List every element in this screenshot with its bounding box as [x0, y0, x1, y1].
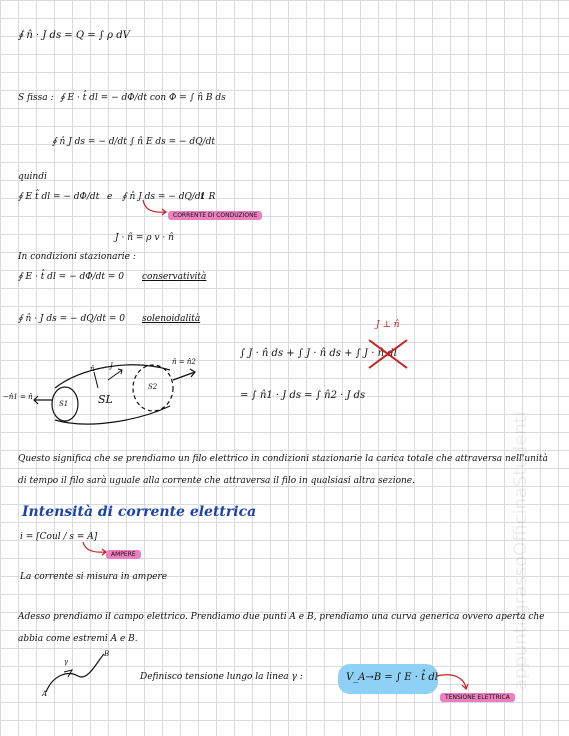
faraday-equation: ∮ E · t̂ dl = − dΦ/dt con Φ = ∫ n̂ B ds	[60, 93, 226, 103]
gauss-equation: ∮ n̂ · J ds = Q = ∫ ρ dV	[18, 30, 130, 41]
system-tag: 1 R	[200, 192, 216, 202]
stationary-intro: In condizioni stazionarie :	[18, 252, 136, 262]
tension-formula: V_A→B = ∫ E · t̂ dl	[346, 672, 438, 683]
quindi-label: quindi	[18, 172, 47, 182]
s1-label: S1	[59, 400, 69, 408]
n-top-label: n̂	[90, 365, 95, 373]
s2-label: S2	[148, 383, 158, 391]
point-a-label: A	[42, 690, 48, 698]
surface-sum-eq: ∫ J · n̂ ds + ∫ J · n̂ ds + ∫ J · n̂ dl	[240, 348, 397, 359]
gamma-label: γ	[64, 658, 69, 666]
stationary-eq-2: ∮ n̂ · J ds = − dQ/dt = 0	[18, 314, 125, 324]
current-density-eq: J · n̂ = ρ v · n̂	[115, 233, 174, 243]
conduction-badge: CORRENTE DI CONDUZIONE	[168, 211, 262, 220]
paragraph-stationary: Questo significa che se prendiamo un filo elettrico in condizioni stazionarie la carica totale che attraversa nell'unità di tempo il filo sarà uguale alla corrente che attraversa il filo in qualsiasi altra sezione.	[18, 454, 548, 486]
arrow-icon	[432, 668, 472, 694]
system-eq-1: ∮ E t̂ dl = − dΦ/dt	[18, 192, 100, 202]
paragraph-field: Adesso prendiamo il campo elettrico. Prendiamo due punti A e B, prendiamo una curva generica ovvero aperta che abbia come estremi A e B.	[18, 612, 545, 644]
watermark: appunti.grassoOfficinaStudenti	[510, 411, 531, 690]
perpendicular-label: J ⊥ n̂	[376, 320, 400, 330]
intensity-formula: i = [Coul / s = A]	[20, 532, 98, 542]
and-label: e	[107, 192, 113, 202]
surface-result-eq: = ∫ n̂1 · J ds = ∫ n̂2 · J ds	[240, 390, 366, 401]
j-top-label: J	[110, 362, 113, 370]
conservative-label: conservatività	[142, 272, 207, 282]
tension-text: Definisco tensione lungo la linea γ :	[140, 672, 303, 682]
curve-diagram	[38, 650, 113, 700]
sl-label: SL	[98, 393, 113, 406]
system-eq-2: ∮ n̂ J ds = − dQ/dt	[122, 192, 205, 202]
stationary-eq-1: ∮ E · t̂ dl = − dΦ/dt = 0	[18, 272, 125, 282]
n-left-label: −n̂1 = n̂	[3, 393, 33, 401]
measure-text: La corrente si misura in ampere	[20, 572, 168, 582]
section-title: Intensità di corrente elettrica	[22, 504, 257, 520]
point-b-label: B	[104, 650, 110, 658]
conductor-diagram	[10, 350, 230, 440]
voltage-badge: TENSIONE ELETTRICA	[440, 693, 515, 702]
n-right-label: n̂ = n̂2	[172, 358, 196, 366]
solenoidal-label: solenoidalità	[142, 314, 201, 324]
charge-equation: ∮ n̂ J ds = − d/dt ∫ n̂ E ds = − dQ/dt	[52, 137, 215, 147]
cross-out-icon	[365, 336, 411, 372]
ampere-badge: AMPERE	[106, 550, 141, 559]
s-fixed-label: S fissa :	[18, 93, 54, 103]
arrow-icon	[140, 198, 170, 218]
